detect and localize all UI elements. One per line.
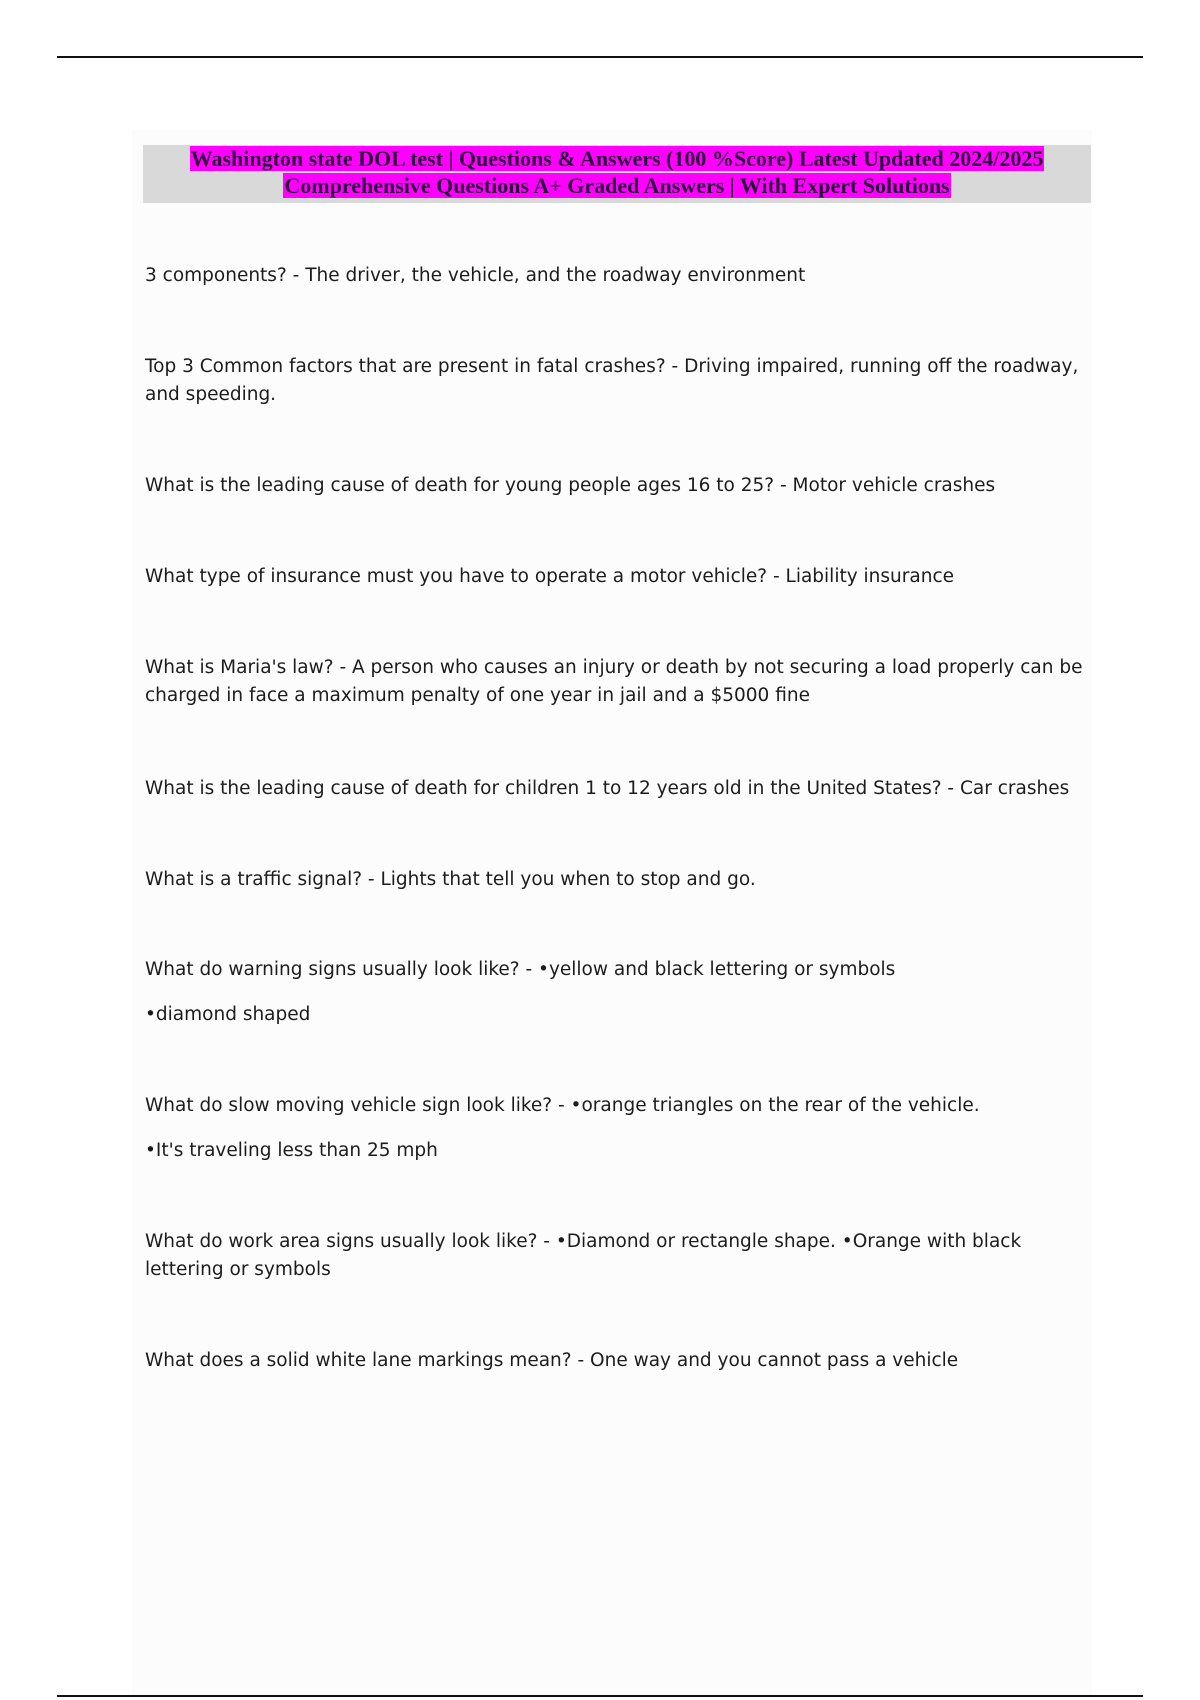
qa-text: What do work area signs usually look like? - •Diamond or rectangle shape. •Orange with black lettering or symbols bbox=[145, 1231, 1022, 1280]
qa-item bbox=[145, 654, 1085, 710]
qa-text: 3 components? - The driver, the vehicle, and the roadway environment bbox=[145, 265, 806, 286]
qa-item bbox=[145, 472, 1085, 500]
qa-text: Top 3 Common factors that are present in fatal crashes? - Driving impaired, running off the roadway, and speeding. bbox=[145, 356, 1079, 405]
qa-item bbox=[145, 1347, 1085, 1375]
qa-item bbox=[145, 262, 1085, 290]
qa-item bbox=[145, 1092, 1085, 1165]
top-rule bbox=[57, 56, 1143, 58]
qa-item bbox=[145, 866, 1085, 894]
qa-text: What is a traffic signal? - Lights that tell you when to stop and go. bbox=[145, 869, 756, 890]
document-title bbox=[143, 145, 1091, 203]
qa-text: What type of insurance must you have to operate a motor vehicle? - Liability insurance bbox=[145, 566, 954, 587]
qa-text: What do warning signs usually look like? - •yellow and black lettering or symbols bbox=[145, 959, 896, 980]
qa-item bbox=[145, 956, 1085, 1029]
qa-text-extra: •It's traveling less than 25 mph bbox=[145, 1140, 438, 1161]
qa-text: What is Maria's law? - A person who causes an injury or death by not securing a load properly can be charged in face a maximum penalty of one year in jail and a $5000 fine bbox=[145, 657, 1083, 706]
qa-text: What is the leading cause of death for children 1 to 12 years old in the United States? - Car crashes bbox=[145, 778, 1070, 799]
qa-item bbox=[145, 775, 1085, 803]
qa-text: What does a solid white lane markings mean? - One way and you cannot pass a vehicle bbox=[145, 1350, 959, 1371]
qa-text: What is the leading cause of death for young people ages 16 to 25? - Motor vehicle crashes bbox=[145, 475, 996, 496]
qa-item bbox=[145, 353, 1085, 409]
bottom-rule bbox=[57, 1695, 1143, 1697]
qa-item bbox=[145, 1228, 1085, 1284]
qa-text: What do slow moving vehicle sign look like? - •orange triangles on the rear of the vehicle. bbox=[145, 1095, 980, 1116]
qa-item bbox=[145, 563, 1085, 591]
qa-text-extra: •diamond shaped bbox=[145, 1004, 311, 1025]
title-line-1: Washington state DOL test | Questions & Answers (100 %Score) Latest Updated 2024/2025 bbox=[190, 146, 1044, 171]
title-line-2: Comprehensive Questions A+ Graded Answers | With Expert Solutions bbox=[284, 173, 950, 198]
